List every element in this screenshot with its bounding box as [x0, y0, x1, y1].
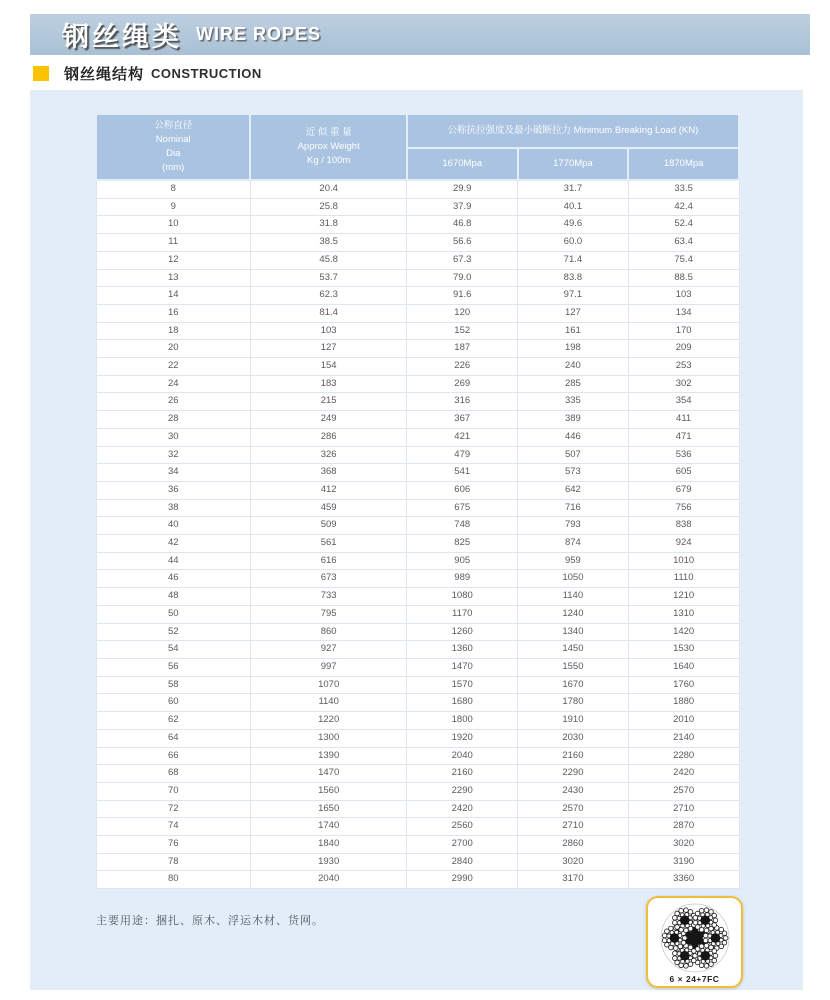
table-cell: 226: [407, 358, 518, 376]
page-title-english: WIRE ROPES: [196, 24, 322, 44]
table-cell: 2420: [407, 800, 518, 818]
table-cell: 825: [407, 535, 518, 553]
table-cell: 209: [628, 340, 739, 358]
table-cell: 1550: [518, 658, 629, 676]
table-cell: 66: [96, 747, 250, 765]
table-cell: 127: [518, 304, 629, 322]
table-cell: 11: [96, 234, 250, 252]
table-cell: 12: [96, 251, 250, 269]
table-cell: 78: [96, 853, 250, 871]
table-row: [96, 428, 739, 446]
table-row: [96, 871, 739, 889]
table-cell: 60.0: [518, 234, 629, 252]
table-cell: 29.9: [407, 180, 518, 198]
table-cell: 573: [518, 464, 629, 482]
table-cell: 459: [250, 499, 406, 517]
table-cell: 2840: [407, 853, 518, 871]
table-cell: 1800: [407, 712, 518, 730]
table-row: [96, 765, 739, 783]
table-cell: 642: [518, 481, 629, 499]
table-cell: 3170: [518, 871, 629, 889]
table-cell: 9: [96, 198, 250, 216]
table-cell: 75.4: [628, 251, 739, 269]
table-cell: 2030: [518, 729, 629, 747]
table-cell: 1010: [628, 552, 739, 570]
table-cell: 2290: [518, 765, 629, 783]
table-row: [96, 782, 739, 800]
table-row: [96, 641, 739, 659]
table-row: [96, 269, 739, 287]
table-row: [96, 818, 739, 836]
table-cell: 13: [96, 269, 250, 287]
table-cell: 97.1: [518, 287, 629, 305]
table-cell: 53.7: [250, 269, 406, 287]
table-cell: 367: [407, 411, 518, 429]
table-cell: 253: [628, 358, 739, 376]
rope-cross-section-icon: [652, 901, 738, 975]
table-cell: 20: [96, 340, 250, 358]
table-cell: 52: [96, 623, 250, 641]
table-cell: 1680: [407, 694, 518, 712]
table-cell: 1760: [628, 676, 739, 694]
table-body: [96, 180, 739, 889]
table-cell: 42: [96, 535, 250, 553]
rope-diagram-box: [646, 896, 743, 988]
table-cell: 1780: [518, 694, 629, 712]
table-cell: 34: [96, 464, 250, 482]
table-row: [96, 517, 739, 535]
table-row: [96, 358, 739, 376]
table-cell: 3360: [628, 871, 739, 889]
table-cell: 1650: [250, 800, 406, 818]
table-cell: 2430: [518, 782, 629, 800]
rope-construction-label: 6 × 24+7FC: [669, 974, 720, 984]
table-row: [96, 535, 739, 553]
table-cell: 2990: [407, 871, 518, 889]
table-cell: 2420: [628, 765, 739, 783]
table-cell: 1170: [407, 605, 518, 623]
table-cell: 675: [407, 499, 518, 517]
table-cell: 25.8: [250, 198, 406, 216]
table-cell: 14: [96, 287, 250, 305]
table-cell: 927: [250, 641, 406, 659]
table-cell: 479: [407, 446, 518, 464]
table-cell: 22: [96, 358, 250, 376]
table-cell: 170: [628, 322, 739, 340]
table-cell: 31.8: [250, 216, 406, 234]
table-cell: 2160: [518, 747, 629, 765]
section-title-english: CONSTRUCTION: [151, 65, 262, 81]
table-cell: 1110: [628, 570, 739, 588]
table-cell: 91.6: [407, 287, 518, 305]
table-cell: 285: [518, 375, 629, 393]
table-cell: 81.4: [250, 304, 406, 322]
table-cell: 1220: [250, 712, 406, 730]
table-cell: 24: [96, 375, 250, 393]
table-cell: 335: [518, 393, 629, 411]
table-row: [96, 552, 739, 570]
table-cell: 1670: [518, 676, 629, 694]
table-cell: 1140: [250, 694, 406, 712]
table-cell: 2570: [518, 800, 629, 818]
yellow-square-bullet-icon: [33, 66, 49, 81]
table-cell: 421: [407, 428, 518, 446]
table-cell: 64: [96, 729, 250, 747]
table-cell: 838: [628, 517, 739, 535]
table-cell: 44: [96, 552, 250, 570]
table-row: [96, 676, 739, 694]
table-cell: 103: [250, 322, 406, 340]
table-cell: 389: [518, 411, 629, 429]
table-cell: 673: [250, 570, 406, 588]
table-cell: 2040: [407, 747, 518, 765]
table-cell: 2570: [628, 782, 739, 800]
table-cell: 88.5: [628, 269, 739, 287]
table-cell: 42.4: [628, 198, 739, 216]
table-cell: 76: [96, 836, 250, 854]
table-cell: 507: [518, 446, 629, 464]
table-cell: 83.8: [518, 269, 629, 287]
table-row: [96, 623, 739, 641]
table-cell: 56: [96, 658, 250, 676]
table-cell: 269: [407, 375, 518, 393]
table-cell: 411: [628, 411, 739, 429]
table-cell: 2710: [518, 818, 629, 836]
table-cell: 33.5: [628, 180, 739, 198]
table-cell: 37.9: [407, 198, 518, 216]
table-cell: 368: [250, 464, 406, 482]
table-cell: 30: [96, 428, 250, 446]
table-cell: 1450: [518, 641, 629, 659]
table-cell: 187: [407, 340, 518, 358]
header-nominal-dia: 公称直径 Nominal Dia (mm): [96, 114, 250, 180]
table-cell: 48: [96, 588, 250, 606]
table-row: [96, 375, 739, 393]
table-cell: 2040: [250, 871, 406, 889]
section-header: [33, 62, 262, 84]
table-cell: 3020: [628, 836, 739, 854]
table-cell: 183: [250, 375, 406, 393]
table-cell: 1920: [407, 729, 518, 747]
table-row: [96, 340, 739, 358]
table-cell: 286: [250, 428, 406, 446]
header-1770mpa: 1770Mpa: [518, 148, 629, 180]
table-row: [96, 605, 739, 623]
table-cell: 793: [518, 517, 629, 535]
table-row: [96, 464, 739, 482]
table-cell: 56.6: [407, 234, 518, 252]
table-row: [96, 234, 739, 252]
table-row: [96, 304, 739, 322]
table-cell: 1840: [250, 836, 406, 854]
table-cell: 240: [518, 358, 629, 376]
table-row: [96, 446, 739, 464]
table-cell: 120: [407, 304, 518, 322]
header-breaking-load-group: 公称抗拉强度及最小破断拉力 Minimum Breaking Load (KN): [407, 114, 739, 148]
table-cell: 16: [96, 304, 250, 322]
table-cell: 45.8: [250, 251, 406, 269]
table-cell: 62: [96, 712, 250, 730]
header-1870mpa: 1870Mpa: [628, 148, 739, 180]
table-cell: 2140: [628, 729, 739, 747]
table-cell: 2560: [407, 818, 518, 836]
table-cell: 2870: [628, 818, 739, 836]
table-cell: 1050: [518, 570, 629, 588]
table-cell: 127: [250, 340, 406, 358]
table-cell: 795: [250, 605, 406, 623]
table-cell: 354: [628, 393, 739, 411]
table-cell: 989: [407, 570, 518, 588]
table-cell: 997: [250, 658, 406, 676]
table-cell: 8: [96, 180, 250, 198]
table-cell: 1880: [628, 694, 739, 712]
table-cell: 40: [96, 517, 250, 535]
table-cell: 54: [96, 641, 250, 659]
table-cell: 10: [96, 216, 250, 234]
table-cell: 80: [96, 871, 250, 889]
table-row: [96, 322, 739, 340]
table-cell: 198: [518, 340, 629, 358]
table-row: [96, 570, 739, 588]
table-cell: 605: [628, 464, 739, 482]
table-cell: 1910: [518, 712, 629, 730]
table-cell: 1360: [407, 641, 518, 659]
table-cell: 215: [250, 393, 406, 411]
header-approx-weight: 近 似 重 量 Approx Weight Kg / 100m: [250, 114, 406, 180]
table-cell: 161: [518, 322, 629, 340]
table-row: [96, 694, 739, 712]
table-cell: 1310: [628, 605, 739, 623]
table-cell: 860: [250, 623, 406, 641]
table-cell: 36: [96, 481, 250, 499]
table-cell: 1420: [628, 623, 739, 641]
table-row: [96, 747, 739, 765]
section-title-chinese: 钢丝绳结构: [64, 65, 145, 83]
table-cell: 1390: [250, 747, 406, 765]
table-cell: 249: [250, 411, 406, 429]
table-cell: 874: [518, 535, 629, 553]
table-cell: 3020: [518, 853, 629, 871]
table-cell: 1560: [250, 782, 406, 800]
table-cell: 46: [96, 570, 250, 588]
table-cell: 58: [96, 676, 250, 694]
table-cell: 60: [96, 694, 250, 712]
table-cell: 31.7: [518, 180, 629, 198]
usage-note: 主要用途：捆扎、原木、浮运木材、货网。: [96, 915, 324, 927]
table-cell: 1470: [407, 658, 518, 676]
table-cell: 70: [96, 782, 250, 800]
table-cell: 679: [628, 481, 739, 499]
table-cell: 46.8: [407, 216, 518, 234]
table-cell: 32: [96, 446, 250, 464]
table-row: [96, 658, 739, 676]
table-cell: 1470: [250, 765, 406, 783]
table-cell: 50: [96, 605, 250, 623]
table-row: [96, 411, 739, 429]
table-cell: 152: [407, 322, 518, 340]
table-cell: 38.5: [250, 234, 406, 252]
table-row: [96, 836, 739, 854]
table-cell: 1740: [250, 818, 406, 836]
table-cell: 716: [518, 499, 629, 517]
table-cell: 1240: [518, 605, 629, 623]
table-cell: 924: [628, 535, 739, 553]
table-row: [96, 853, 739, 871]
table-row: [96, 800, 739, 818]
table-cell: 2700: [407, 836, 518, 854]
table-cell: 561: [250, 535, 406, 553]
table-cell: 905: [407, 552, 518, 570]
table-cell: 154: [250, 358, 406, 376]
table-cell: 2160: [407, 765, 518, 783]
table-cell: 26: [96, 393, 250, 411]
table-cell: 1260: [407, 623, 518, 641]
table-cell: 1570: [407, 676, 518, 694]
table-cell: 18: [96, 322, 250, 340]
table-cell: 72: [96, 800, 250, 818]
table-cell: 2280: [628, 747, 739, 765]
table-cell: 733: [250, 588, 406, 606]
table-cell: 1140: [518, 588, 629, 606]
table-row: [96, 499, 739, 517]
table-cell: 62.3: [250, 287, 406, 305]
table-cell: 1530: [628, 641, 739, 659]
table-row: [96, 712, 739, 730]
table-cell: 412: [250, 481, 406, 499]
table-cell: 471: [628, 428, 739, 446]
table-cell: 49.6: [518, 216, 629, 234]
table-cell: 1080: [407, 588, 518, 606]
table-cell: 302: [628, 375, 739, 393]
table-row: [96, 180, 739, 198]
table-cell: 63.4: [628, 234, 739, 252]
table-cell: 134: [628, 304, 739, 322]
table-cell: 79.0: [407, 269, 518, 287]
table-cell: 748: [407, 517, 518, 535]
table-row: [96, 481, 739, 499]
table-cell: 959: [518, 552, 629, 570]
table-row: [96, 216, 739, 234]
table-cell: 541: [407, 464, 518, 482]
table-cell: 71.4: [518, 251, 629, 269]
table-cell: 1640: [628, 658, 739, 676]
spec-table-header: [96, 114, 739, 180]
table-cell: 2290: [407, 782, 518, 800]
table-cell: 1930: [250, 853, 406, 871]
header-1670mpa: 1670Mpa: [407, 148, 518, 180]
table-cell: 28: [96, 411, 250, 429]
table-cell: 67.3: [407, 251, 518, 269]
table-cell: 38: [96, 499, 250, 517]
table-cell: 2710: [628, 800, 739, 818]
table-cell: 536: [628, 446, 739, 464]
table-cell: 1210: [628, 588, 739, 606]
table-cell: 316: [407, 393, 518, 411]
table-cell: 606: [407, 481, 518, 499]
table-cell: 756: [628, 499, 739, 517]
table-cell: 20.4: [250, 180, 406, 198]
table-row: [96, 588, 739, 606]
table-row: [96, 729, 739, 747]
table-cell: 3190: [628, 853, 739, 871]
table-row: [96, 287, 739, 305]
page-title-band: [30, 14, 810, 55]
table-cell: 103: [628, 287, 739, 305]
table-row: [96, 251, 739, 269]
table-cell: 326: [250, 446, 406, 464]
table-cell: 52.4: [628, 216, 739, 234]
table-cell: 509: [250, 517, 406, 535]
page-title-chinese: 钢丝绳类: [62, 22, 182, 52]
table-cell: 1340: [518, 623, 629, 641]
table-cell: 2860: [518, 836, 629, 854]
table-cell: 2010: [628, 712, 739, 730]
table-cell: 74: [96, 818, 250, 836]
table-cell: 68: [96, 765, 250, 783]
table-cell: 1070: [250, 676, 406, 694]
table-cell: 40.1: [518, 198, 629, 216]
spec-table: [95, 113, 740, 889]
table-cell: 616: [250, 552, 406, 570]
table-cell: 446: [518, 428, 629, 446]
content-panel: [30, 90, 803, 990]
table-row: [96, 198, 739, 216]
table-row: [96, 393, 739, 411]
table-cell: 1300: [250, 729, 406, 747]
